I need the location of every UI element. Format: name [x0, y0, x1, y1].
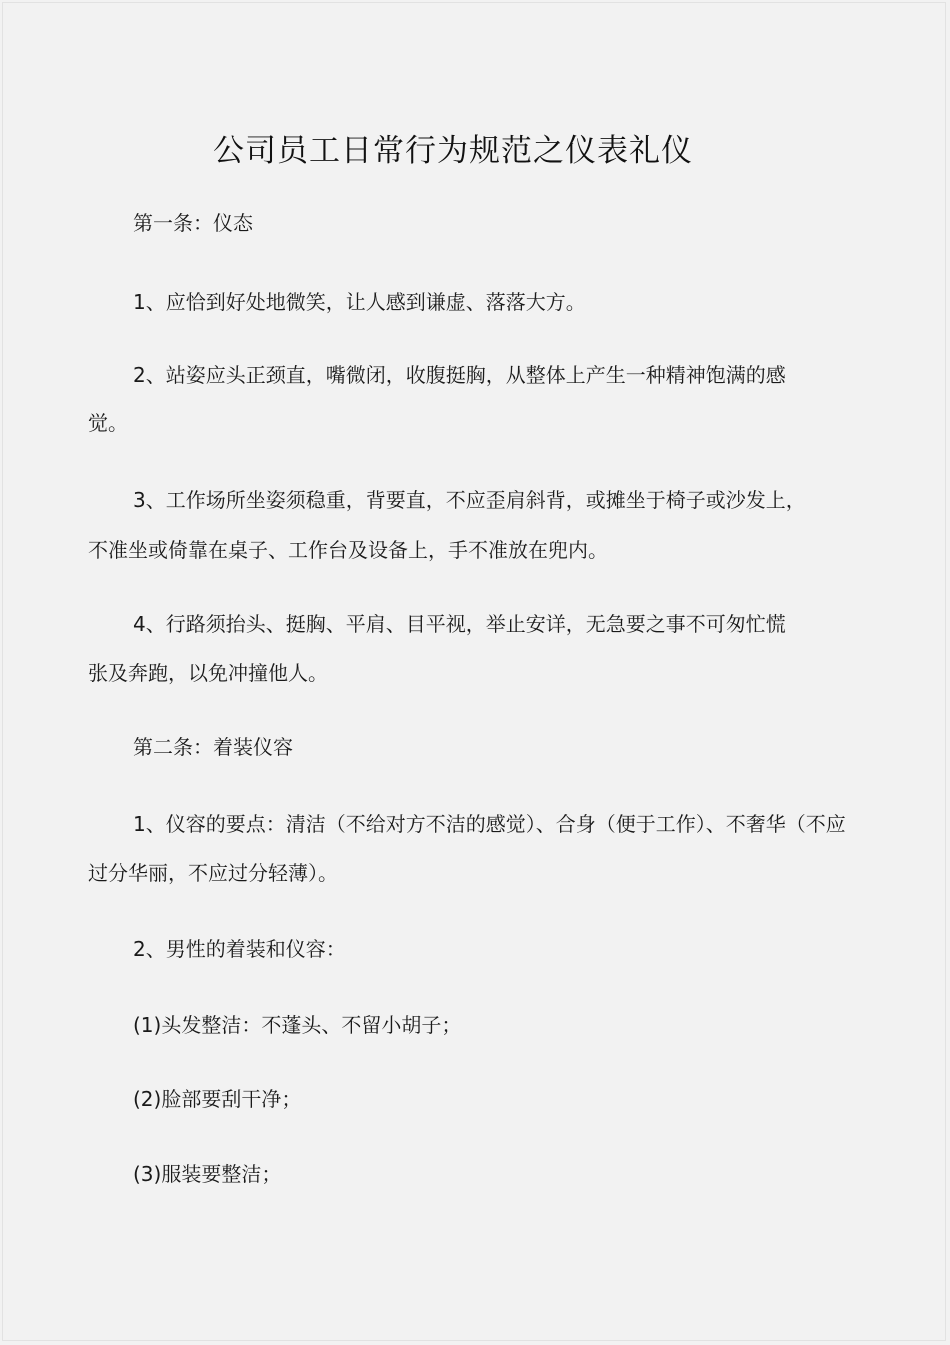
paragraph-line: 4、行路须抬头、挺胸、平肩、目平视，举止安详，无急要之事不可匆忙慌 — [133, 612, 786, 636]
paragraph-line: 2、站姿应头正颈直，嘴微闭，收腹挺胸，从整体上产生一种精神饱满的感 — [133, 363, 786, 387]
page-title: 公司员工日常行为规范之仪表礼仪 — [213, 133, 693, 169]
paragraph-line: 1、应恰到好处地微笑，让人感到谦虚、落落大方。 — [133, 290, 586, 314]
list-item: (3)服装要整洁； — [133, 1162, 282, 1186]
paragraph-line: 不准坐或倚靠在桌子、工作台及设备上，手不准放在兜内。 — [88, 538, 608, 562]
list-item: (2)脸部要刮干净； — [133, 1087, 302, 1111]
document-page — [2, 2, 946, 1341]
paragraph-line: 觉。 — [88, 411, 128, 435]
paragraph-line: 3、工作场所坐姿须稳重，背要直，不应歪肩斜背，或摊坐于椅子或沙发上， — [133, 488, 806, 512]
paragraph-line: 2、男性的着装和仪容： — [133, 937, 346, 961]
list-item: (1)头发整洁：不蓬头、不留小胡子； — [133, 1013, 462, 1037]
paragraph-line: 1、仪容的要点：清洁（不给对方不洁的感觉）、合身（便于工作）、不奢华（不应 — [133, 812, 846, 836]
article-heading-1: 第一条：仪态 — [133, 211, 253, 235]
paragraph-line: 张及奔跑，以免冲撞他人。 — [88, 661, 328, 685]
article-heading-2: 第二条：着装仪容 — [133, 735, 293, 759]
paragraph-line: 过分华丽，不应过分轻薄）。 — [88, 861, 338, 885]
